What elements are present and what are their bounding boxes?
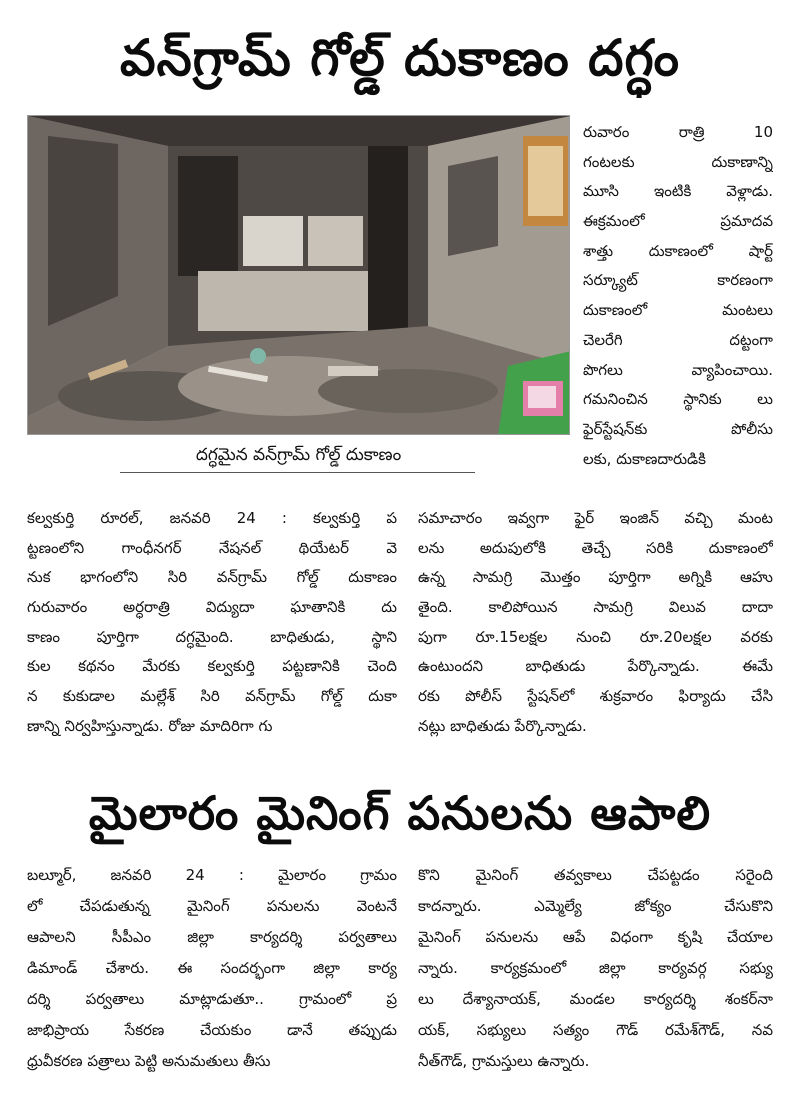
text-line: ఉన్న సామగ్రి మొత్తం పూర్తిగా అగ్నికి ఆహు: [418, 568, 773, 587]
burnt-shop-photo: [27, 115, 570, 435]
photo-caption: దగ్ధమైన వన్‌గ్రామ్ గోల్డ్ దుకాణం: [195, 445, 402, 465]
article1-middle-column: [418, 504, 773, 742]
text-line: గురువారం అర్ధరాత్రి విద్యుదా ఘాతానికి దు: [27, 598, 397, 617]
text-line: ట్టణంలోని గాంధీనగర్ నేషనల్ థియేటర్ వె: [27, 538, 397, 557]
text-line: సర్క్యూట్ కారణంగా: [583, 271, 773, 290]
text-line: సమాచారం ఇవ్వగా ఫైర్ ఇంజిన్ వచ్చి మంట: [418, 509, 773, 527]
text-line: లో చేపడుతున్న మైనింగ్ పనులను వెంటనే: [27, 897, 397, 915]
text-line: కుల కథనం మేరకు కల్వకుర్తి పట్టణానికి చెంది: [27, 657, 397, 676]
caption-divider: [120, 472, 475, 473]
article2-right-column: [418, 860, 773, 1077]
text-line: ణాన్ని నిర్వహిస్తున్నాడు. రోజు మాదిరిగా గు: [27, 716, 273, 735]
text-line: ఫైర్‌స్టేషన్‌కు పోలీసు: [583, 419, 773, 438]
text-line: గంటలకు దుకాణాన్ని: [583, 152, 773, 171]
text-line: డిమాండ్ చేశారు. ఈ సందర్భంగా జిల్లా కార్య: [27, 959, 397, 977]
article2-left-column: [27, 860, 397, 1077]
text-line: శాత్తు దుకాణంలో షార్ట్: [583, 241, 773, 260]
text-line: ధ్రువీకరణ పత్రాలు పెట్టి అనుమతులు తీసు: [27, 1052, 271, 1070]
text-line: చెలరేగి దట్టంగా: [583, 330, 773, 349]
text-line: కొని మైనింగ్ తవ్వకాలు చేపట్టడం సరైంది: [418, 866, 773, 884]
article1-left-column: [27, 504, 397, 742]
text-line: రకు పోలీస్ స్టేషన్‌లో శుక్రవారం ఫిర్యాదు చేసి: [418, 687, 773, 706]
text-line: నుక భాగంలోని సిరి వన్‌గ్రామ్ గోల్డ్ దుకాణం: [27, 568, 397, 587]
text-line: రువారం రాత్రి 10: [583, 123, 773, 141]
text-line: న కుకుడాల మల్లేశ్ సిరి వన్‌గ్రామ్ గోల్డ్ దుకా: [27, 687, 397, 706]
text-line: తైంది. కాలిపోయిన సామగ్రి విలువ దాదా: [418, 598, 773, 617]
text-line: కాదన్నారు. ఎమ్మెల్యే జోక్యం చేసుకొని: [418, 897, 773, 915]
text-line: కాణం పూర్తిగా దగ్ధమైంది. బాధితుడు, స్థాని: [27, 627, 397, 646]
text-line: మూసి ఇంటికి వెళ్లాడు.: [583, 182, 773, 201]
article-headline-mining: మైలారం మైనింగ్ పనులను ఆపాలి: [88, 786, 712, 840]
text-line: లు దేశ్యానాయక్, మండల కార్యదర్శి శంకర్‌నా: [418, 990, 773, 1008]
text-line: యక్, సభ్యులు సత్యం గౌడ్ రమేశ్‌గౌడ్, నవ: [418, 1021, 773, 1039]
text-line: నట్లు బాధితుడు పేర్కొన్నాడు.: [418, 716, 587, 735]
text-line: గమనించిన స్థానికు లు: [583, 390, 773, 409]
text-line: జాభిప్రాయ సేకరణ చేయకుం డానే తప్పుడు: [27, 1021, 397, 1039]
text-line: దుకాణంలో మంటలు: [583, 301, 773, 320]
text-line: బల్మూర్, జనవరి 24 : మైలారం గ్రామం: [27, 866, 397, 884]
article1-side-column: [583, 118, 773, 474]
text-line: పుగా రూ.15లక్షల నుంచి రూ.20లక్షల వరకు: [418, 627, 773, 646]
text-line: న్నారు. కార్యక్రమంలో జిల్లా కార్యవర్గ సభ్యు: [418, 959, 773, 977]
text-line: లకు, దుకాణదారుడికి: [583, 449, 706, 468]
text-line: పొగలు వ్యాపించాయి.: [583, 360, 773, 379]
text-line: నీత్‌గౌడ్, గ్రామస్తులు ఉన్నారు.: [418, 1052, 590, 1070]
text-line: దర్శి పర్వతాలు మాట్లాడుతూ.. గ్రామంలో ప్ర: [27, 990, 397, 1008]
text-line: మైనింగ్ పనులను ఆపే విధంగా కృషి చేయాల: [418, 928, 773, 946]
text-line: ఈక్రమంలో ప్రమాదవ: [583, 212, 773, 231]
article-headline-fire: వన్‌గ్రామ్ గోల్డ్ దుకాణం దగ్ధం: [120, 29, 680, 87]
text-line: లను అదుపులోకి తెచ్చే సరికి దుకాణంలో: [418, 538, 773, 557]
text-line: ఆపాలని సీపీఎం జిల్లా కార్యదర్శి పర్వతాలు: [27, 928, 397, 946]
text-line: కల్వకుర్తి రూరల్, జనవరి 24 : కల్వకుర్తి ప: [27, 509, 397, 527]
text-line: ఉంటుందని బాధితుడు పేర్కొన్నాడు. ఈమే: [418, 657, 773, 676]
